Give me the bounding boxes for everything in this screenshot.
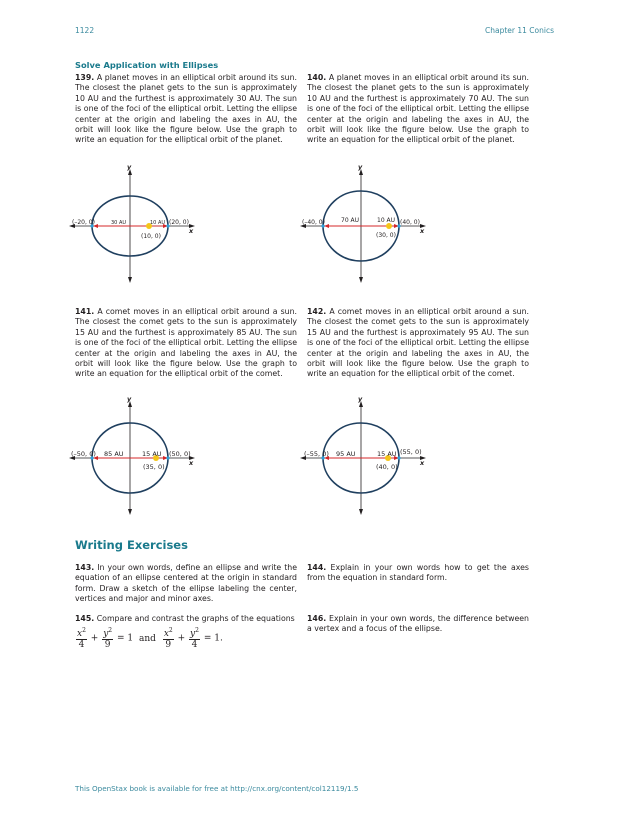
problem-number: 144. xyxy=(307,563,327,572)
page-footer: This OpenStax book is available for free at http://cnx.org/content/col12119/1.5 xyxy=(75,784,359,793)
near-distance-label: 15 AU xyxy=(142,450,162,458)
exercise-146 xyxy=(307,614,529,635)
focus-label: (30, 0) xyxy=(376,232,396,239)
far-distance-label: 70 AU xyxy=(341,217,360,224)
orbit-figure-142 xyxy=(298,395,438,520)
conjunction: and xyxy=(139,633,156,644)
plus-sign: + xyxy=(90,633,99,644)
left-vertex-label: (–50, 0) xyxy=(71,450,96,458)
equations xyxy=(75,626,297,650)
y-axis-label: y xyxy=(358,395,363,403)
y-axis-arrow-icon xyxy=(128,509,132,515)
problem-text: Compare and contrast the graphs of the equations xyxy=(94,614,295,623)
x-axis-label: x xyxy=(189,227,194,235)
problem-text: A planet moves in an elliptical orbit around its sun. The closest the planet gets to the sun is approximately 10 AU and the furthest is approximately 30 AU. The sun is one of the foci of the elliptical orbit. Letting the ellipse center at the origin and labeling the axes in AU, the orbit will look like the figure below. Use the graph to write an equation for the elliptical orbit of the planet. xyxy=(75,73,297,145)
equation-1-x-term: $\frac{x^2}{4}$ xyxy=(77,627,86,651)
orbit-graph xyxy=(67,163,207,288)
problem-140 xyxy=(307,73,529,146)
orbit-graph xyxy=(298,395,438,520)
left-vertex-label: (–20, 0) xyxy=(72,219,95,226)
focus-label: (40, 0) xyxy=(376,463,398,471)
far-distance-label: 95 AU xyxy=(336,450,356,458)
problem-number: 142. xyxy=(307,307,327,316)
y-axis-label: y xyxy=(127,395,132,403)
x-axis-label: x xyxy=(420,227,425,235)
x-axis-label: x xyxy=(189,459,194,467)
right-vertex-label: (40, 0) xyxy=(400,219,420,226)
problem-number: 143. xyxy=(75,563,95,572)
problem-text: In your own words, define an ellipse and write the equation of an ellipse centered at the origin in standard form. Draw a sketch of the ellipse labeling the center, vertices and major and minor axes. xyxy=(75,563,297,604)
orbit-figure-140 xyxy=(298,163,438,288)
vertex-point xyxy=(397,456,400,459)
problem-number: 141. xyxy=(75,307,95,316)
y-axis-arrow-icon xyxy=(128,277,132,283)
right-vertex-label: (50, 0) xyxy=(169,450,191,458)
problem-text: A planet moves in an elliptical orbit around its sun. The closest the planet gets to the sun is approximately 10 AU and the furthest is approximately 70 AU. The sun is one of the foci of the elliptical orbit. Letting the ellipse center at the origin and labeling the axes in AU, the orbit will look like the figure below. Use the graph to write an equation for the elliptical orbit of the planet. xyxy=(307,73,529,145)
plus-sign: + xyxy=(177,633,186,644)
exercise-143 xyxy=(75,563,297,605)
equation-1-y-term: $\frac{y^2}{9}$ xyxy=(103,627,113,651)
orbit-graph xyxy=(67,395,207,520)
right-vertex-label: (55, 0) xyxy=(400,448,422,456)
right-vertex-label: (20, 0) xyxy=(169,219,189,226)
orbit-figure-139 xyxy=(67,163,207,288)
problem-142 xyxy=(307,307,529,380)
page-number: 1122 xyxy=(75,26,95,35)
left-vertex-label: (–40, 0) xyxy=(302,219,325,226)
far-distance-label: 30 AU xyxy=(111,220,127,226)
problem-text: A comet moves in an elliptical orbit around a sun. The closest the comet gets to the sun is approximately 15 AU and the furthest is approximately 95 AU. The sun is one of the foci of the elliptical orbit. Letting the ellipse center at the origin and labeling the axes in AU, the orbit will look like the figure below. Use the graph to write an equation for the elliptical orbit of the comet. xyxy=(307,307,529,379)
problem-number: 139. xyxy=(75,73,95,82)
exercise-144 xyxy=(307,563,529,584)
y-axis-arrow-icon xyxy=(359,509,363,515)
problem-text: Explain in your own words how to get the axes from the equation in standard form. xyxy=(307,563,529,583)
far-distance-label: 85 AU xyxy=(104,450,124,458)
near-distance-label: 15 AU xyxy=(377,450,397,458)
problem-139 xyxy=(75,73,297,146)
writing-exercises-title: Writing Exercises xyxy=(75,538,188,552)
equation-2-y-term: $\frac{y^2}{4}$ xyxy=(190,627,199,651)
focus-label: (35, 0) xyxy=(143,463,165,471)
problem-number: 146. xyxy=(307,614,327,623)
equals-sign: = 1. xyxy=(203,633,223,644)
problem-141 xyxy=(75,307,297,380)
problem-text: Explain in your own words, the difference between a vertex and a focus of the ellipse. xyxy=(307,614,529,634)
problem-number: 145. xyxy=(75,614,95,623)
near-distance-label: 10 AU xyxy=(377,217,396,224)
orbit-figure-141 xyxy=(67,395,207,520)
chapter-title: Chapter 11 Conics xyxy=(485,26,554,35)
equation-2-x-term: $\frac{x^2}{9}$ xyxy=(163,627,173,651)
y-axis-label: y xyxy=(358,163,363,171)
y-axis-arrow-icon xyxy=(359,277,363,283)
x-axis-label: x xyxy=(420,459,425,467)
problem-number: 140. xyxy=(307,73,327,82)
section-title: Solve Application with Ellipses xyxy=(75,60,219,70)
problem-text: A comet moves in an elliptical orbit around a sun. The closest the comet gets to the sun is approximately 15 AU and the furthest is approximately 85 AU. The sun is one of the foci of the elliptical orbit. Letting the ellipse center at the origin and labeling the axes in AU, the orbit will look like the figure below. Use the graph to write an equation for the elliptical orbit of the comet. xyxy=(75,307,297,379)
y-axis-label: y xyxy=(127,163,132,171)
near-distance-label: 10 AU xyxy=(150,220,166,226)
equals-sign: = 1 xyxy=(117,633,134,644)
orbit-graph xyxy=(298,163,438,288)
left-vertex-label: (–55, 0) xyxy=(304,450,329,458)
focus-label: (10, 0) xyxy=(141,233,161,240)
exercise-145 xyxy=(75,614,297,650)
